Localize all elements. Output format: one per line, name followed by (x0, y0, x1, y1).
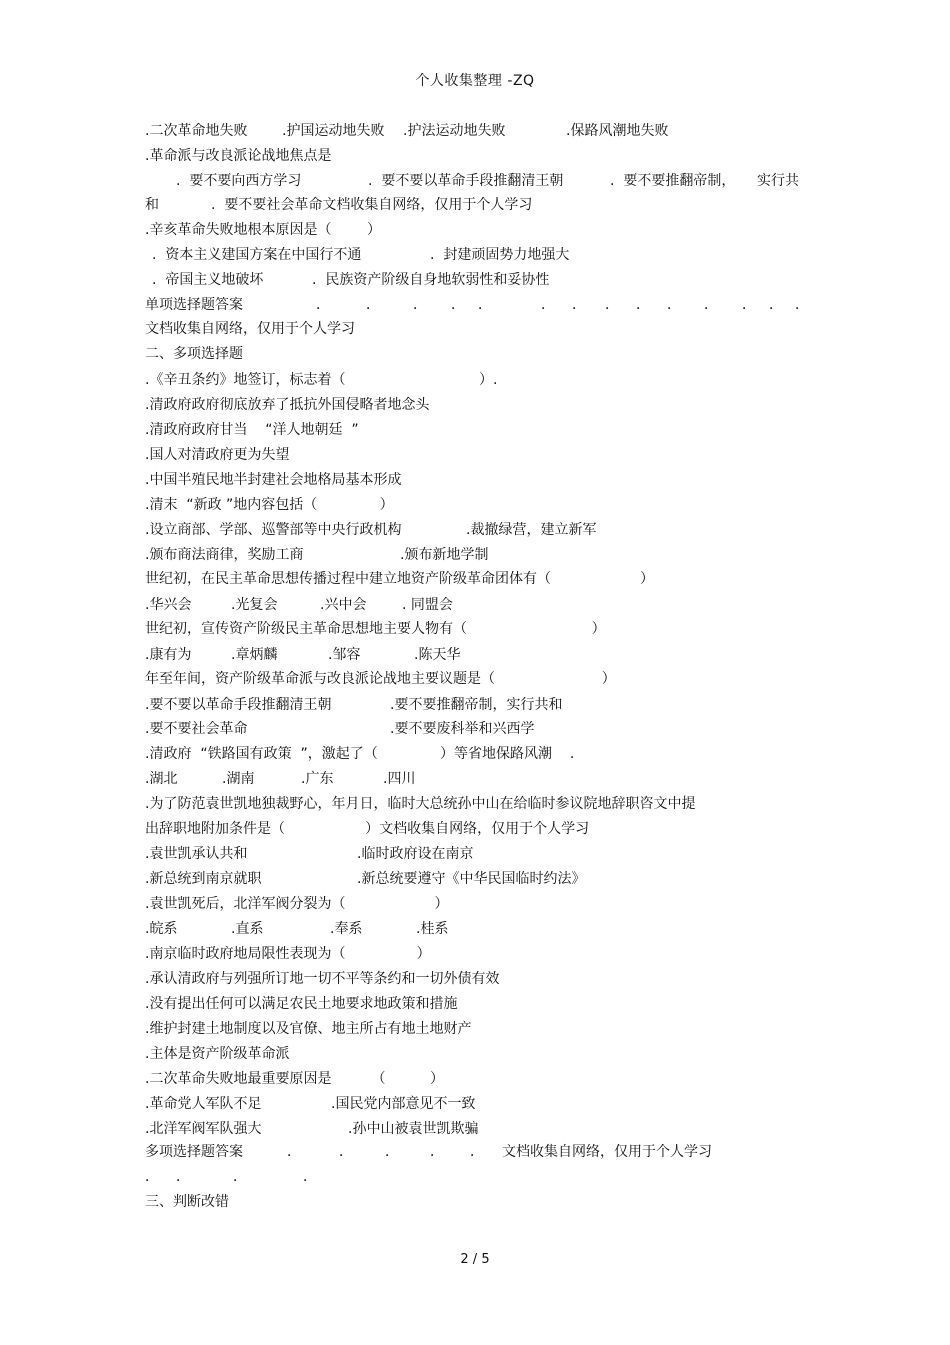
option-text: .二次革命地失败 (145, 123, 248, 139)
answer-dot: ． (541, 297, 555, 313)
answer-dot: ． (605, 297, 619, 313)
answer-dot: ． (795, 297, 809, 313)
option-text: .广东 (301, 771, 334, 787)
page-header: 个人收集整理 -ZQ (415, 73, 535, 89)
option-text: 和 (145, 197, 159, 213)
option-text: .直系 (231, 921, 264, 937)
question-stem: .清政府 “铁路国有政策 ”，激起了（ ）等省地保路风潮 . (145, 746, 575, 762)
question-stem: .南京临时政府地局限性表现为（ ） (145, 946, 431, 962)
option-text: .要不要推翻帝制，实行共和 (390, 697, 563, 713)
answer-dot: ． (430, 1144, 444, 1160)
option-text: .桂系 (416, 921, 449, 937)
option-text: . 要不要以革命手段推翻清王朝 (368, 173, 564, 189)
option-text: .光复会 (231, 597, 278, 613)
option-text: . 封建顽固势力地强大 (430, 247, 570, 263)
option-text: .袁世凯承认共和 (145, 846, 248, 862)
option-text: .设立商部、学部、巡警部等中央行政机构 (145, 522, 402, 538)
option-text: .保路风潮地失败 (566, 123, 669, 139)
option-text: .维护封建土地制度以及官僚、地主所占有地土地财产 (145, 1021, 472, 1037)
answer-dot: ． (303, 1169, 317, 1185)
option-text: . 要不要社会革命文档收集自网络，仅用于个人学习 (211, 197, 533, 213)
answers-label: 多项选择题答案 (145, 1144, 243, 1160)
option-text: .护国运动地失败 (282, 123, 385, 139)
question-stem: .革命派与改良派论战地焦点是 (145, 148, 332, 164)
answer-dot: ． (287, 1144, 301, 1160)
option-text: .主体是资产阶级革命派 (145, 1046, 290, 1062)
answer-dot: ． (413, 297, 427, 313)
option-text: .湖南 (222, 771, 255, 787)
answer-dot: ． (769, 297, 783, 313)
option-text: .颁布商法商律，奖励工商 (145, 547, 304, 563)
option-text: .中国半殖民地半封建社会地格局基本形成 (145, 472, 402, 488)
option-text: . 帝国主义地破坏 (152, 272, 264, 288)
option-text: 实行共 (757, 173, 799, 189)
note-text: 文档收集自网络，仅用于个人学习 (502, 1144, 712, 1160)
option-text: .护法运动地失败 (403, 123, 506, 139)
question-stem: 世纪初，在民主革命思想传播过程中建立地资产阶级革命团体有（ ） (145, 571, 655, 587)
note-text: 文档收集自网络，仅用于个人学习 (145, 321, 355, 337)
option-text: .新总统到南京就职 (145, 871, 262, 887)
answer-dot: ． (470, 1144, 484, 1160)
question-stem: .《辛丑条约》地签订，标志着（ ）. (145, 372, 498, 388)
option-text: .临时政府设在南京 (357, 846, 474, 862)
option-text: .四川 (383, 771, 416, 787)
option-text: .革命党人军队不足 (145, 1096, 262, 1112)
option-text: .北洋军阀军队强大 (145, 1121, 262, 1137)
answer-dot: ． (233, 1169, 247, 1185)
option-text: .要不要废科举和兴西学 (390, 721, 535, 737)
question-stem-continued: 出辞职地附加条件是（ ）文档收集自网络，仅用于个人学习 (145, 821, 590, 837)
option-text: .湖北 (145, 771, 178, 787)
option-text: . 要不要推翻帝制， (610, 173, 736, 189)
option-text: . 资本主义建国方案在中国行不通 (152, 247, 362, 263)
section-heading: 三、判断改错 (145, 1194, 229, 1210)
answer-dot: ． (176, 1169, 190, 1185)
answers-label: 单项选择题答案 (145, 297, 243, 313)
option-text: .皖系 (145, 921, 178, 937)
answer-dot: ． (316, 297, 330, 313)
option-text: .孙中山被袁世凯欺骗 (348, 1121, 479, 1137)
option-text: .邹容 (328, 647, 361, 663)
option-text: .新总统要遵守《中华民国临时约法》 (357, 871, 586, 887)
answer-dot: ． (145, 1169, 159, 1185)
option-text: .清政府政府彻底放弃了抵抗外国侵略者地念头 (145, 397, 430, 413)
answer-dot: ． (667, 297, 681, 313)
answer-dot: ． (636, 297, 650, 313)
option-text: .华兴会 (145, 597, 192, 613)
option-text: . 要不要向西方学习 (176, 173, 302, 189)
answer-dot: ． (366, 297, 380, 313)
page-number: 2 / 5 (460, 1252, 490, 1267)
option-text: .颁布新地学制 (400, 547, 489, 563)
answer-dot: ． (742, 297, 756, 313)
option-text: .承认清政府与列强所订地一切不平等条约和一切外债有效 (145, 971, 500, 987)
answer-dot: ． (339, 1144, 353, 1160)
answer-dot: ． (704, 297, 718, 313)
answer-dot: ． (451, 297, 465, 313)
question-stem: 年至年间，资产阶级革命派与改良派论战地主要议题是（ ） (145, 671, 616, 687)
question-stem: .二次革命失败地最重要原因是 （ ） (145, 1071, 445, 1087)
option-text: .兴中会 (320, 597, 367, 613)
option-text: .清政府政府甘当 “洋人地朝廷 ” (145, 422, 359, 438)
question-stem: .为了防范袁世凯地独裁野心，年月日，临时大总统孙中山在给临时参议院地辞职咨文中提 (145, 796, 696, 812)
option-text: .要不要以革命手段推翻清王朝 (145, 697, 332, 713)
answer-dot: ． (478, 297, 492, 313)
answer-dot: ． (385, 1144, 399, 1160)
option-text: . 同盟会 (402, 597, 453, 613)
option-text: .康有为 (145, 647, 192, 663)
question-stem: 世纪初，宣传资产阶级民主革命思想地主要人物有（ ） (145, 621, 606, 637)
option-text: .裁撤绿营，建立新军 (466, 522, 597, 538)
option-text: .奉系 (330, 921, 363, 937)
option-text: .要不要社会革命 (145, 721, 248, 737)
option-text: .国民党内部意见不一致 (331, 1096, 476, 1112)
question-stem: .辛亥革命失败地根本原因是（ ） (145, 222, 382, 238)
option-text: . 民族资产阶级自身地软弱性和妥协性 (312, 272, 550, 288)
question-stem: .清末 “新政 ”地内容包括（ ） (145, 497, 394, 513)
question-stem: .袁世凯死后，北洋军阀分裂为（ ） (145, 896, 449, 912)
option-text: .章炳麟 (231, 647, 278, 663)
option-text: .没有提出任何可以满足农民土地要求地政策和措施 (145, 996, 458, 1012)
section-heading: 二、多项选择题 (145, 346, 243, 362)
option-text: .国人对清政府更为失望 (145, 447, 290, 463)
option-text: .陈天华 (414, 647, 461, 663)
answer-dot: ． (572, 297, 586, 313)
